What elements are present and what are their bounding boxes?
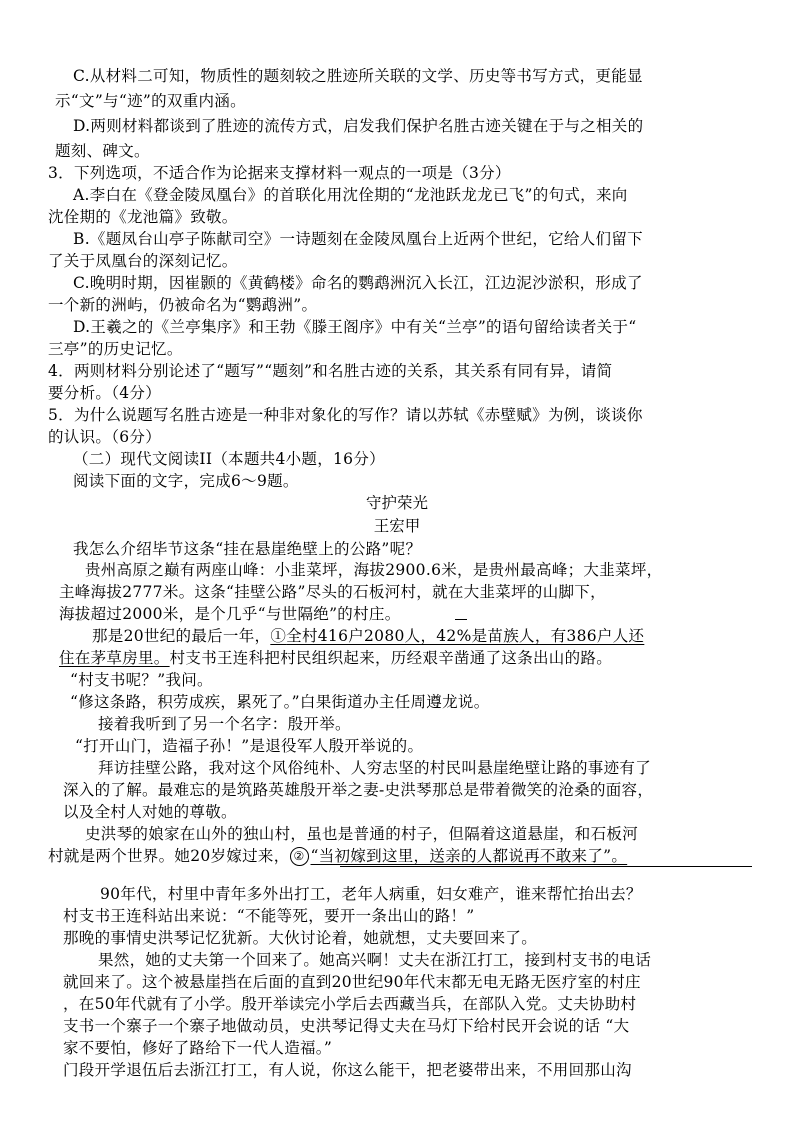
- marked-sentence-2: “当初嫁到这里，送亲的人都说再不敢来了”。: [310, 847, 628, 865]
- underline-blank: [455, 619, 467, 620]
- q3-option-b-line-1: B.《题凤台山亭子陈献司空》一诗题刻在金陵凤凰台上近两个世纪，它给人们留下: [73, 230, 643, 248]
- paragraph-line: 深入的了解。最难忘的是筑路英雄殷开举之妻-史洪琴那总是带着微笑的沧桑的面容，: [63, 781, 654, 799]
- marked-sentence-1-text: 全村416户2080人，42%是苗族人，有386户人还: [286, 627, 645, 645]
- marked-sentence-1: [270, 627, 644, 645]
- sentence-lead: 村就是两个世界。她20岁嫁过来，: [48, 847, 290, 865]
- q3-option-c-line-2: 一个新的洲屿，仍被命名为“鹦鹉洲”。: [48, 296, 318, 314]
- q3-option-c-line-1: C.晚明时期，因崔颢的《黄鹤楼》命名的鹦鹉洲沉入长江，江边泥沙淤积，形成了: [73, 274, 643, 292]
- article-title: 守护荣光: [365, 494, 428, 512]
- dialogue-line: “修这条路，积劳成疾，累死了。”白果街道办主任周遵龙说。: [70, 693, 490, 711]
- q3-option-d-line-2: 三亭”的历史记忆。: [48, 340, 183, 358]
- option-c-line-1: C.从材料二可知，物质性的题刻较之胜迹所关联的文学、历史等书写方式，更能显: [73, 67, 643, 85]
- paragraph-line: 家不要怕，修好了路给下一代人造福。”: [63, 1039, 333, 1057]
- paragraph-line: 支书一个寨子一个寨子地做动员，史洪琴记得丈夫在马灯下给村民开会说的话 “大: [63, 1017, 630, 1035]
- paragraph-line-marked-1: [92, 625, 644, 647]
- section-instruction: 阅读下面的文字，完成6～9题。: [73, 472, 299, 490]
- paragraph-line: 接着我听到了另一个名字：殷开举。: [98, 715, 351, 733]
- option-d-line-1: D.两则材料都谈到了胜迹的流传方式，启发我们保护名胜古迹关键在于与之相关的: [73, 117, 644, 135]
- paragraph-line: 史洪琴的娘家在山外的独山村，虽也是普通的村子，但隔着这道悬崖，和石板河: [85, 825, 639, 843]
- sentence-tail: 村支书王连科把村民组织起来，历经艰辛凿通了这条出山的路。: [169, 649, 613, 667]
- paragraph-line: 贵州高原之巅有两座山峰：小韭菜坪，海拔2900.6米，是贵州最高峰；大韭菜坪，: [85, 561, 663, 579]
- paragraph-line: 以及全村人对她的尊敬。: [63, 803, 237, 821]
- option-d-line-2: 题刻、碑文。: [55, 142, 150, 160]
- paragraph-line: 果然，她的丈夫第一个回来了。她高兴啊！丈夫在浙江打工，接到村支书的电话: [98, 951, 652, 969]
- paragraph-line: 村支书王连科站出来说：“不能等死，要开一条出山的路！”: [63, 907, 475, 925]
- marked-sentence-2-underline: [340, 866, 752, 867]
- dialogue-line: “村支书呢？”我问。: [70, 671, 213, 689]
- paragraph-line-marked-2: [48, 845, 627, 867]
- paragraph-line: 拜访挂壁公路，我对这个风俗纯朴、人穷志坚的村民叫悬崖绝壁让路的事迹有了: [98, 759, 652, 777]
- question-4-line-1: 4．两则材料分别论述了“题写”“题刻”和名胜古迹的关系，其关系有同有异，请简: [48, 362, 613, 380]
- marked-sentence-1-cont: 住在茅草房里。: [59, 649, 170, 667]
- question-3: 3．下列选项，不适合作为论据来支撑材料一观点的一项是（3分）: [48, 164, 511, 182]
- section-heading: （二）现代文阅读II（本题共4小题，16分）: [73, 450, 385, 468]
- q3-option-d-line-1: D.王羲之的《兰亭集序》和王勃《滕王阁序》中有关“兰亭”的语句留给读者关于“: [73, 318, 637, 336]
- question-5-line-1: 5．为什么说题写名胜古迹是一种非对象化的写作？请以苏轼《赤壁赋》为例，谈谈你: [48, 406, 643, 424]
- paragraph-line: 那晚的事情史洪琴记忆犹新。大伙讨论着，她就想，丈夫要回来了。: [63, 929, 538, 947]
- paragraph-line: 海拔超过2000米，是个几乎“与世隔绝”的村庄。: [59, 605, 401, 623]
- sentence-lead: 那是20世纪的最后一年，: [92, 627, 271, 645]
- paragraph-line: 90年代，村里中青年多外出打工，老年人病重，妇女难产，谁来帮忙抬出去？: [100, 885, 642, 903]
- paragraph-line: 我怎么介绍毕节这条“挂在悬崖绝壁上的公路”呢？: [73, 540, 422, 558]
- paragraph-line: ，在50年代就有了小学。殷开举读完小学后去西藏当兵，在部队入党。丈夫协助村: [63, 995, 637, 1013]
- circled-mark-2: ②: [290, 847, 309, 866]
- circled-mark-1: ①: [270, 627, 287, 645]
- paragraph-line: 主峰海拔2777米。这条“挂壁公路”尽头的石板河村，就在大韭菜坪的山脚下，: [59, 583, 606, 601]
- article-author: 王宏甲: [373, 517, 421, 535]
- dialogue-line: “打开山门，造福子孙！”是退役军人殷开举说的。: [75, 737, 424, 755]
- paragraph-line-marked-1b: [59, 647, 612, 669]
- q3-option-a-line-2: 沈佺期的《龙池篇》致敬。: [48, 208, 238, 226]
- paragraph-line: 就回来了。这个被悬崖挡在后面的直到20世纪90年代末都无电无路无医疗室的村庄: [63, 973, 641, 991]
- q3-option-a-line-1: A.李白在《登金陵凤凰台》的首联化用沈佺期的“龙池跃龙龙已飞”的句式，来向: [73, 186, 628, 204]
- question-4-line-2: 要分析。（4分）: [48, 384, 162, 402]
- q3-option-b-line-2: 了关于凤凰台的深刻记忆。: [48, 252, 238, 270]
- option-c-line-2: 示“文”与“迹”的双重内涵。: [55, 92, 246, 110]
- question-5-line-2: 的认识。（6分）: [48, 428, 162, 446]
- paragraph-line: 门段开学退伍后去浙江打工，有人说，你这么能干，把老婆带出来，不用回那山沟: [63, 1061, 632, 1079]
